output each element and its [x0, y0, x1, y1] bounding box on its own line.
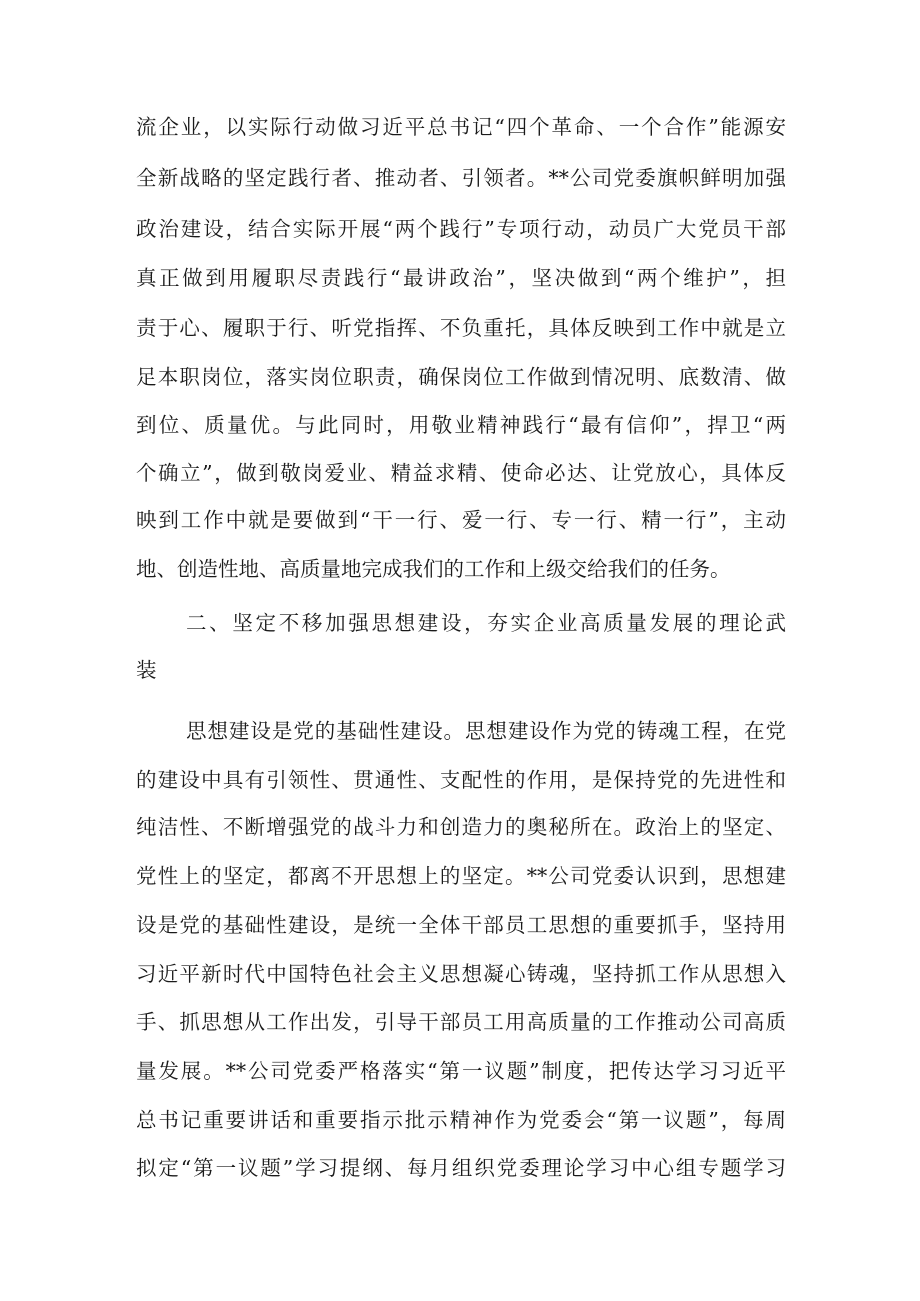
- paragraph-2-line-6: 习近平新时代中国特色社会主义思想凝心铸魂，坚持抓工作从思想入: [136, 962, 786, 986]
- paragraph-2-line-8: 量发展。**公司党委严格落实“第一议题”制度，把传达学习习近平: [136, 1059, 786, 1083]
- paragraph-1-line-3: 政治建设，结合实际开展“两个践行”专项行动，动员广大党员干部: [136, 217, 786, 241]
- paragraph-2-line-1: 思想建设是党的基础性建设。思想建设作为党的铸魂工程，在党: [186, 719, 786, 743]
- paragraph-1-line-8: 个确立”，做到敬岗爱业、精益求精、使命必达、让党放心，具体反: [136, 461, 786, 485]
- paragraph-2-line-7: 手、抓思想从工作出发，引导干部员工用高质量的工作推动公司高质: [136, 1010, 786, 1034]
- paragraph-2-line-2: 的建设中具有引领性、贯通性、支配性的作用，是保持党的先进性和: [136, 768, 786, 792]
- paragraph-2-line-4: 党性上的坚定，都离不开思想上的坚定。**公司党委认识到，思想建: [136, 864, 786, 888]
- paragraph-2-line-5: 设是党的基础性建设，是统一全体干部员工思想的重要抓手，坚持用: [136, 913, 786, 937]
- paragraph-1-line-4: 真正做到用履职尽责践行“最讲政治”，坚决做到“两个维护”，担: [136, 266, 786, 290]
- paragraph-1-line-6: 足本职岗位，落实岗位职责，确保岗位工作做到情况明、底数清、做: [136, 365, 786, 389]
- paragraph-1-line-10: 地、创造性地、高质量地完成我们的工作和上级交给我们的任务。: [136, 557, 731, 581]
- paragraph-2-line-9: 总书记重要讲话和重要指示批示精神作为党委会“第一议题”，每周: [136, 1108, 786, 1132]
- paragraph-2-line-3: 纯洁性、不断增强党的战斗力和创造力的奥秘所在。政治上的坚定、: [136, 815, 786, 839]
- paragraph-1-line-7: 到位、质量优。与此同时，用敬业精神践行“最有信仰”，捍卫“两: [136, 413, 786, 437]
- section-heading-line-2: 装: [136, 658, 157, 682]
- section-heading-line-1: 二、坚定不移加强思想建设，夯实企业高质量发展的理论武: [186, 611, 786, 635]
- paragraph-1-line-2: 全新战略的坚定践行者、推动者、引领者。**公司党委旗帜鲜明加强: [136, 166, 786, 190]
- paragraph-2-line-10: 拟定“第一议题”学习提纲、每月组织党委理论学习中心组专题学习: [136, 1156, 786, 1180]
- paragraph-1-line-1: 流企业，以实际行动做习近平总书记“四个革命、一个合作”能源安: [136, 115, 786, 139]
- paragraph-1-line-5: 责于心、履职于行、听党指挥、不负重托，具体反映到工作中就是立: [136, 316, 786, 340]
- paragraph-1-line-9: 映到工作中就是要做到“干一行、爱一行、专一行、精一行”，主动: [136, 508, 786, 532]
